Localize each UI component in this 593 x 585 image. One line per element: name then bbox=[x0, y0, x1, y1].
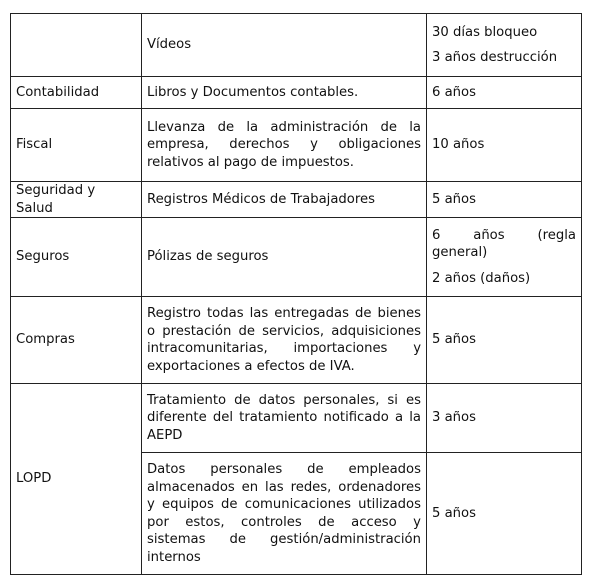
area-cell bbox=[11, 14, 142, 77]
retention-period: 3 años destrucción bbox=[432, 50, 558, 65]
table-row bbox=[11, 77, 582, 109]
document-cell: Llevanza de la administración de la empresa, derechos y obligaciones relativos al pago de impuestos. bbox=[142, 109, 427, 182]
retention-cell: 3 años bbox=[427, 384, 582, 453]
retention-cell: 6 años bbox=[427, 77, 582, 109]
area-cell: Fiscal bbox=[11, 109, 142, 182]
retention-period: 30 días bloqueo bbox=[432, 24, 538, 40]
document-cell: Libros y Documentos contables. bbox=[142, 77, 427, 109]
table-row bbox=[11, 218, 582, 297]
table-row bbox=[11, 14, 582, 77]
retention-cell: 5 años bbox=[427, 453, 582, 575]
area-cell: Seguros bbox=[11, 218, 142, 297]
area-cell: Compras bbox=[11, 297, 142, 384]
retention-cell bbox=[427, 218, 582, 297]
retention-cell: 5 años bbox=[427, 182, 582, 218]
document-cell: Pólizas de seguros bbox=[142, 218, 427, 297]
document-cell: Registros Médicos de Trabajadores bbox=[142, 182, 427, 218]
retention-period bbox=[432, 227, 576, 262]
table-row bbox=[11, 297, 582, 384]
retention-table bbox=[10, 13, 582, 575]
retention-period: 2 años (daños) bbox=[432, 270, 531, 286]
document-cell: Datos personales de empleados almacenados en las redes, ordenadores y equipos de comunicaciones utilizados por estos, controles de acceso y sistemas de gestión/administración internos bbox=[142, 453, 427, 575]
document-cell: Registro todas las entregadas de bienes o prestación de servicios, adquisiciones intracomunitarias, importaciones y exportaciones a efectos de IVA. bbox=[142, 297, 427, 384]
table-row bbox=[11, 384, 582, 453]
retention-cell: 5 años bbox=[427, 297, 582, 384]
area-cell: Contabilidad bbox=[11, 77, 142, 109]
retention-word: años bbox=[473, 227, 505, 243]
document-cell: Tratamiento de datos personales, si es diferente del tratamiento notificado a la AEPD bbox=[142, 384, 427, 453]
document-cell: Vídeos bbox=[142, 14, 427, 77]
area-cell: LOPD bbox=[11, 384, 142, 575]
table-row bbox=[11, 109, 582, 182]
retention-cell: 10 años bbox=[427, 109, 582, 182]
table-row bbox=[11, 182, 582, 218]
retention-word: 6 bbox=[432, 227, 441, 243]
area-cell: Seguridad y Salud bbox=[11, 182, 142, 218]
retention-word: general) bbox=[432, 245, 488, 261]
retention-cell bbox=[427, 14, 582, 77]
retention-word: (regla bbox=[537, 227, 576, 243]
